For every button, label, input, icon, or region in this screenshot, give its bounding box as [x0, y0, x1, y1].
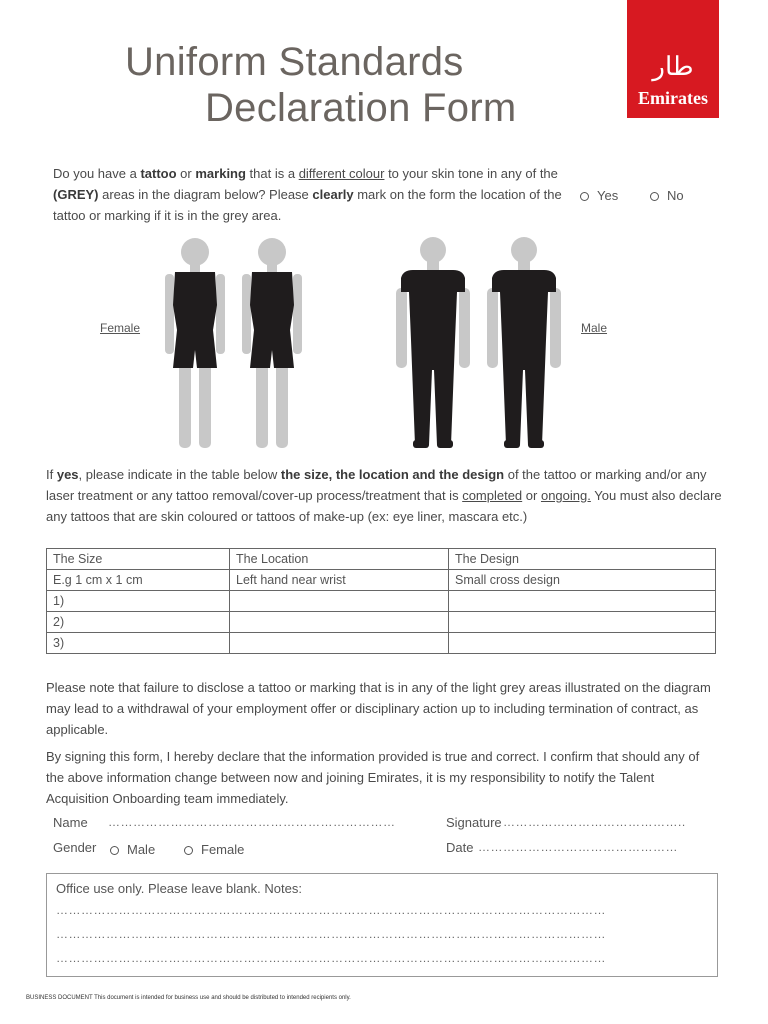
date-field[interactable]: …………………………………………: [478, 840, 678, 854]
tattoo-details-table: [46, 548, 716, 654]
no-radio[interactable]: [650, 192, 659, 201]
table-cell: E.g 1 cm x 1 cm: [47, 570, 230, 591]
table-cell[interactable]: 1): [47, 591, 230, 612]
tattoo-question: Do you have a tattoo or marking that is a different colour to your skin tone in any of the (GREY) areas in the diagram below? Please clearly mark on the form the location of the tattoo or marking if it is in the grey area.: [53, 166, 562, 223]
table-row: [47, 633, 716, 654]
table-cell[interactable]: 3): [47, 633, 230, 654]
office-notes-line[interactable]: ……………………………………………………………………………………………………………………: [56, 903, 606, 917]
male-label: Male: [581, 321, 608, 335]
yes-radio[interactable]: [580, 192, 589, 201]
female-radio[interactable]: [184, 846, 193, 855]
table-cell[interactable]: [449, 612, 716, 633]
gender-male-option[interactable]: Male: [110, 842, 155, 857]
footer-disclaimer: BUSINESS DOCUMENT This document is intended for business use and should be distributed to intended recipients only.: [26, 995, 351, 1001]
header-design: The Design: [449, 549, 716, 570]
date-label: Date: [446, 840, 474, 855]
page-title-line1: Uniform Standards: [125, 40, 464, 84]
emirates-logo: [627, 0, 719, 118]
table-cell[interactable]: [230, 633, 449, 654]
no-option[interactable]: No: [650, 188, 684, 203]
header-size: The Size: [47, 549, 230, 570]
signature-field[interactable]: ……………………………………..: [503, 815, 686, 829]
office-use-label: Office use only. Please leave blank. Notes:: [56, 881, 302, 896]
office-use-box: [46, 873, 718, 977]
instructions: If yes, please indicate in the table below the size, the location and the design of the tattoo or marking and/or any laser treatment or any tattoo removal/cover-up process/treatment that is completed or ongoing. You must also declare any tattoos that are skin coloured or tattoos of make-up (ex: eye liner, mascara etc.): [46, 467, 722, 524]
table-row: [47, 591, 716, 612]
gender-female-option[interactable]: Female: [184, 842, 244, 857]
name-field[interactable]: ……………………………………………………………: [108, 815, 396, 829]
table-cell[interactable]: [230, 591, 449, 612]
yes-option[interactable]: Yes: [580, 188, 618, 203]
table-cell[interactable]: [449, 633, 716, 654]
table-row: [47, 612, 716, 633]
table-row: [47, 570, 716, 591]
male-back-figure: [487, 237, 561, 448]
name-label: Name: [53, 815, 88, 830]
female-back-figure: [242, 238, 302, 448]
office-notes-line[interactable]: ……………………………………………………………………………………………………………………: [56, 927, 606, 941]
page-title-line2: Declaration Form: [205, 86, 517, 130]
body-diagram: [150, 230, 570, 455]
declaration-text: By signing this form, I hereby declare that the information provided is true and correct. I confirm that should any of the above information change between now and joining Emirates, it is my responsibility to notify the Talent Acquisition Onboarding team immediately.: [46, 749, 700, 806]
signature-label: Signature: [446, 815, 502, 830]
table-cell[interactable]: [230, 612, 449, 633]
male-radio[interactable]: [110, 846, 119, 855]
table-cell: Small cross design: [449, 570, 716, 591]
table-cell: Left hand near wrist: [230, 570, 449, 591]
emirates-calligraphy-icon: ﻃﺎﺭ: [652, 52, 694, 82]
female-front-figure: [165, 238, 225, 448]
female-label: Female: [100, 321, 141, 335]
office-notes-line[interactable]: ……………………………………………………………………………………………………………………: [56, 951, 606, 965]
male-front-figure: [396, 237, 470, 448]
emirates-logo-text: Emirates: [638, 88, 708, 108]
disclosure-note: Please note that failure to disclose a tattoo or marking that is in any of the light grey areas illustrated on the diagram may lead to a withdrawal of your employment offer or disciplinary action up to including termination of contract, as applicable.: [46, 680, 711, 737]
table-cell[interactable]: 2): [47, 612, 230, 633]
gender-label: Gender: [53, 840, 97, 855]
table-cell[interactable]: [449, 591, 716, 612]
header-location: The Location: [230, 549, 449, 570]
table-header-row: [47, 549, 716, 570]
